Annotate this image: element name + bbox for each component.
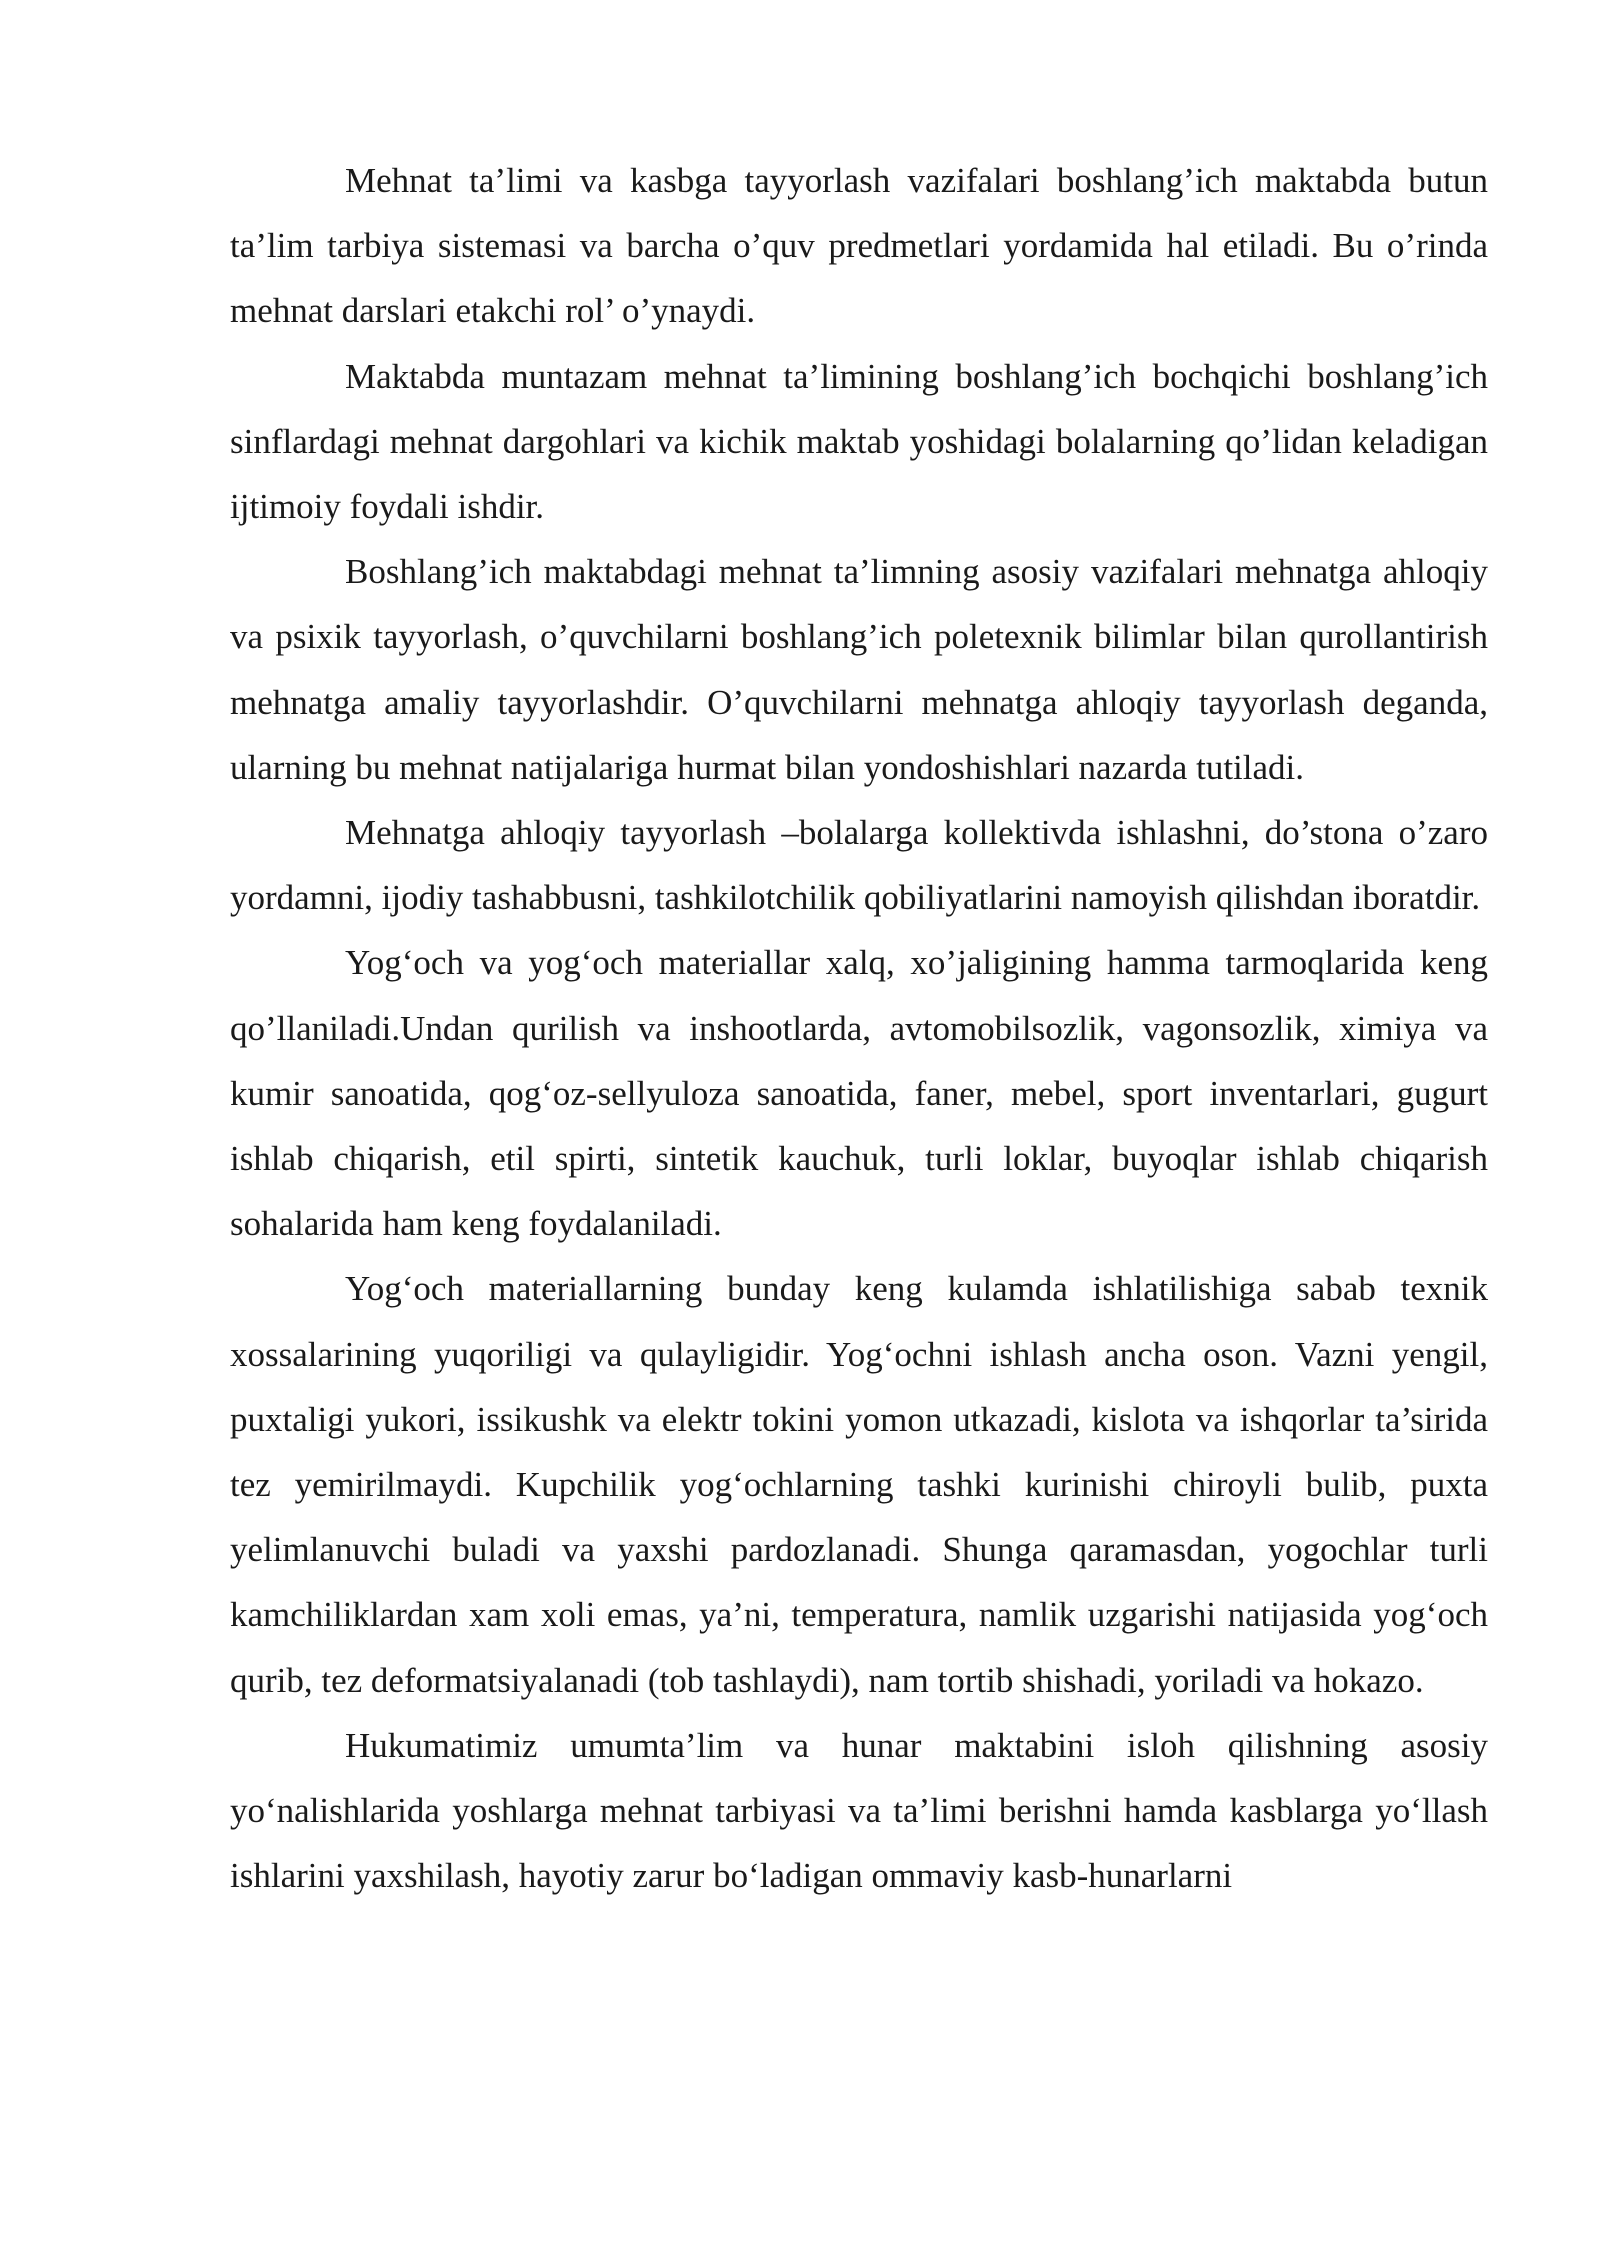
paragraph-1: Mehnat ta’limi va kasbga tayyorlash vazifalari boshlang’ich maktabda butun ta’lim tarbiya sistemasi va barcha o’quv predmetlari yordamida hal etiladi. Bu o’rinda mehnat darslari etakchi rol’ o’ynaydi. [230, 161, 1488, 331]
paragraph-2: Maktabda muntazam mehnat ta’limining boshlang’ich bochqichi boshlang’ich sinflardagi mehnat dargohlari va kichik maktab yoshidagi bolalarning qo’lidan keladigan ijtimoiy foydali ishdir. [230, 356, 1488, 527]
paragraph-5: Yog‘och va yog‘och materiallar xalq, xo’jaligining hamma tarmoqlarida keng qo’llaniladi.Undan qurilish va inshootlarda, avtomobilsozlik, vagonsozlik, ximiya va kumir sanoatida, qog‘oz-sellyuloza sanoatida, faner, mebel, sport inventarlari, gugurt ishlab chiqarish, etil spirti, sintetik kauchuk, turli loklar, buyoqlar ishlab chiqarish sohalarida ham keng foydalaniladi. [230, 943, 1488, 1244]
document-body [230, 148, 1488, 1908]
paragraph-3: Boshlang’ich maktabdagi mehnat ta’limning asosiy vazifalari mehnatga ahloqiy va psixik tayyorlash, o’quvchilarni boshlang’ich poletexnik bilimlar bilan qurollantirish mehnatga amaliy tayyorlashdir. O’quvchilarni mehnatga ahloqiy tayyorlash deganda, ularning bu mehnat natijalariga hurmat bilan yondoshishlari nazarda tutiladi. [230, 552, 1488, 787]
paragraph-7: Hukumatimiz umumta’lim va hunar maktabini isloh qilishning asosiy yo‘nalishlarida yoshlarga mehnat tarbiyasi va ta’limi berishni hamda kasblarga yo‘llash ishlarini yaxshilash, hayotiy zarur bo‘ladigan ommaviy kasb-hunarlarni [230, 1725, 1488, 1896]
paragraph-6: Yog‘och materiallarning bunday keng kulamda ishlatilishiga sabab texnik xossalarining yuqoriligi va qulayligidir. Yog‘ochni ishlash ancha oson. Vazni yengil, puxtaligi yukori, issikushk va elektr tokini yomon utkazadi, kislota va ishqorlar ta’sirida tez yemirilmaydi. Kupchilik yog‘ochlarning tashki kurinishi chiroyli bulib, puxta yelimlanuvchi buladi va yaxshi pardozlanadi. Shunga qaramasdan, yogochlar turli kamchiliklardan xam xoli emas, ya’ni, temperatura, namlik uzgarishi natijasida yog‘och qurib, tez deformatsiyalanadi (tob tashlaydi), nam tortib shishadi, yoriladi va hokazo. [230, 1269, 1488, 1700]
paragraph-4: Mehnatga ahloqiy tayyorlash –bolalarga kollektivda ishlashni, do’stona o’zaro yordamni, ijodiy tashabbusni, tashkilotchilik qobiliyatlarini namoyish qilishdan iboratdir. [230, 813, 1488, 918]
